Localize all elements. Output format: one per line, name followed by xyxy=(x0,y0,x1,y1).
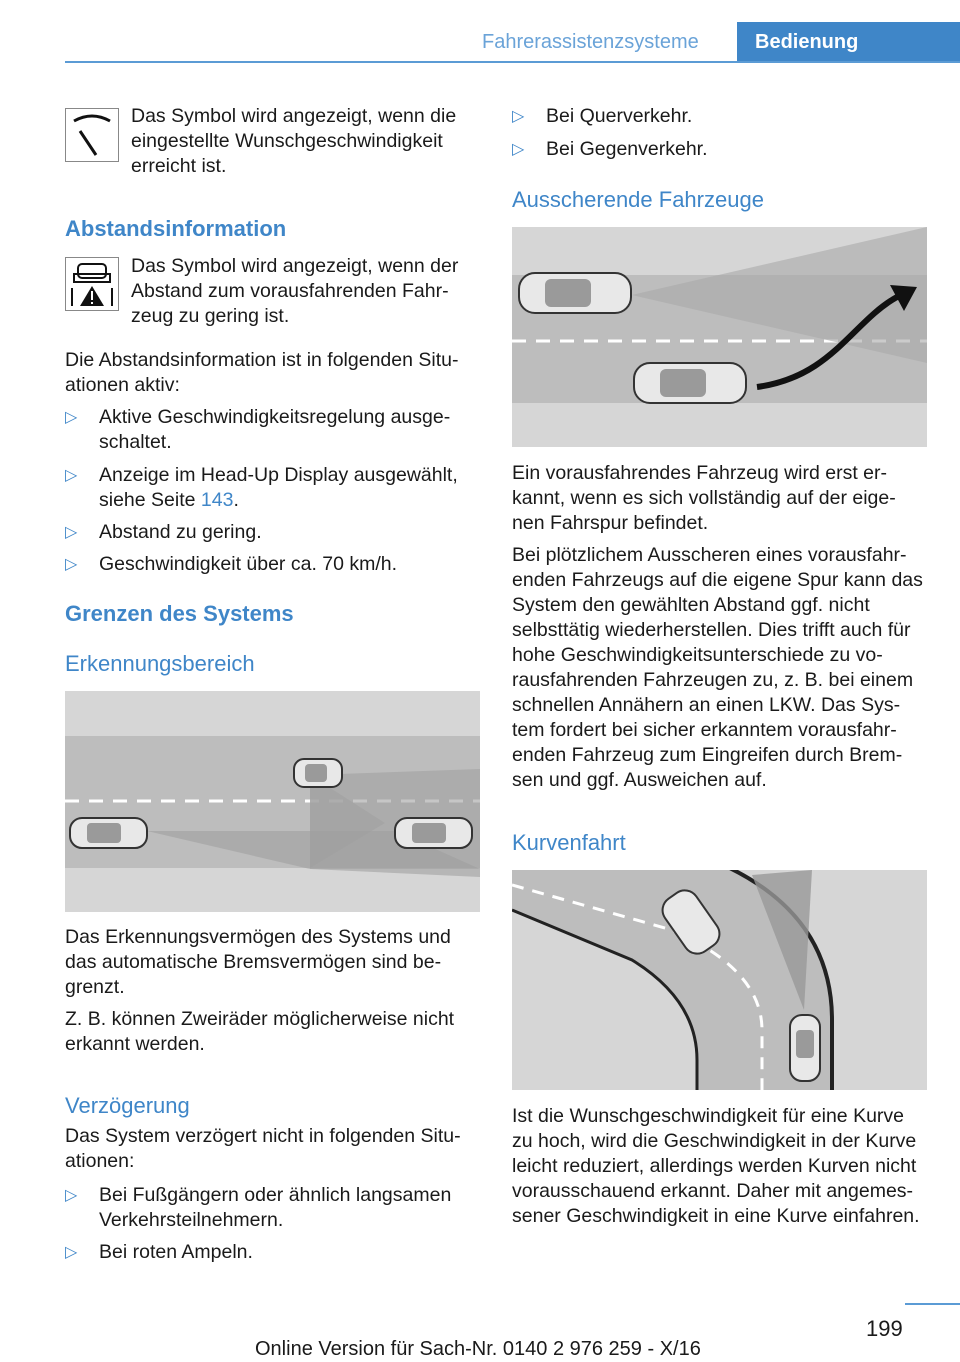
heading-ausscherende-fahrzeuge: Ausscherende Fahrzeuge xyxy=(512,187,764,212)
erkennung-paragraph-1: Das Erkennungsvermögen des Systems und das automatische Bremsvermögen sind be-grenzt. xyxy=(65,926,451,998)
aus-paragraph-2: Bei plötzlichem Ausscheren eines vorausfahr-enden Fahrzeugs auf die eigene Spur kann das System den gewählten Abstand ggf. nicht selbsttätig wiederherstellen. Dies trifft auch für hohe Geschwindigkeitsunterschiede zu vo-rausfahrenden Fahrzeugen zu, z. B. bei einem schnellen Annähern an einen LKW. Das Sys-tem fordert bei sicher erkanntem vorausfahr-enden Fahrzeug zum Eingreifen durch Brem-sen und ggf. Ausweichen auf. xyxy=(512,544,923,791)
bullet-icon: ▷ xyxy=(65,524,78,541)
car-icon xyxy=(519,273,631,313)
footer-rule xyxy=(905,1303,960,1305)
active-intro: Die Abstandsinformation ist in folgenden Situ-ationen aktiv: xyxy=(65,349,459,396)
car-icon xyxy=(70,818,147,848)
header-tab: Bedienung xyxy=(737,22,960,63)
cut-in-vehicle-figure xyxy=(512,227,927,447)
symbol1-description: Das Symbol wird angezeigt, wenn die eingestellte Wunschgeschwindigkeit erreicht ist. xyxy=(131,105,457,177)
kurve-paragraph: Ist die Wunschgeschwindigkeit für eine Kurve zu hoch, wird die Geschwindigkeit in der Kurve leicht reduziert, allerdings werden Kurven nicht vorausschauend erkannt. Daher mit angemes-sener Geschwindigkeit in eine Kurve einfahren. xyxy=(512,1105,920,1227)
list-item: ▷ Bei roten Ampeln. xyxy=(65,1241,253,1263)
car-icon xyxy=(294,759,342,787)
curve-driving-figure xyxy=(512,870,927,1090)
heading-verzoegerung: Verzögerung xyxy=(65,1093,190,1118)
car-icon xyxy=(395,818,472,848)
distance-warning-symbol-icon xyxy=(65,257,119,311)
header-rule xyxy=(65,61,960,63)
heading-erkennungsbereich: Erkennungsbereich xyxy=(65,651,255,676)
list-item: ▷ Abstand zu gering. xyxy=(65,521,262,543)
list-item: ▷ Bei Gegenverkehr. xyxy=(512,138,708,160)
bullet-icon: ▷ xyxy=(65,1244,78,1261)
bullet-icon: ▷ xyxy=(65,409,78,426)
heading-grenzen: Grenzen des Systems xyxy=(65,601,294,626)
detection-range-figure xyxy=(65,691,480,912)
heading-abstandsinformation: Abstandsinformation xyxy=(65,216,287,241)
verz-intro: Das System verzögert nicht in folgenden Situ-ationen: xyxy=(65,1125,461,1172)
car-icon xyxy=(790,1015,820,1081)
list-item: ▷ Aktive Geschwindigkeitsregelung ausge-schaltet. xyxy=(65,406,451,453)
list-item: ▷ Bei Querverkehr. xyxy=(512,105,693,127)
heading-kurvenfahrt: Kurvenfahrt xyxy=(512,830,626,855)
speed-reached-symbol-icon xyxy=(65,108,119,162)
list-item: ▷ Anzeige im Head-Up Display ausgewählt, siehe Seite 143. xyxy=(65,464,458,511)
car-icon xyxy=(634,363,746,403)
page-link[interactable]: 143 xyxy=(200,489,234,511)
header-section-title: Fahrerassistenzsysteme xyxy=(482,31,699,53)
list-item: ▷ Bei Fußgängern oder ähnlich langsamen Verkehrsteilnehmern. xyxy=(65,1184,452,1231)
bullet-icon: ▷ xyxy=(65,467,78,484)
erkennung-paragraph-2: Z. B. können Zweiräder möglicherweise nicht erkannt werden. xyxy=(65,1008,455,1055)
list-item: ▷ Geschwindigkeit über ca. 70 km/h. xyxy=(65,553,398,575)
bullet-icon: ▷ xyxy=(512,141,525,158)
symbol2-description: Das Symbol wird angezeigt, wenn der Abstand zum vorausfahrenden Fahr-zeug zu gering ist. xyxy=(131,255,459,327)
bullet-icon: ▷ xyxy=(65,556,78,573)
page-number: 199 xyxy=(866,1316,903,1341)
bullet-icon: ▷ xyxy=(512,108,525,125)
aus-paragraph-1: Ein vorausfahrendes Fahrzeug wird erst er-kannt, wenn es sich vollständig auf der eige-nen Fahrspur befindet. xyxy=(512,462,896,534)
online-version-note: Online Version für Sach-Nr. 0140 2 976 259 - X/16 xyxy=(255,1338,701,1360)
bullet-icon: ▷ xyxy=(65,1187,78,1204)
